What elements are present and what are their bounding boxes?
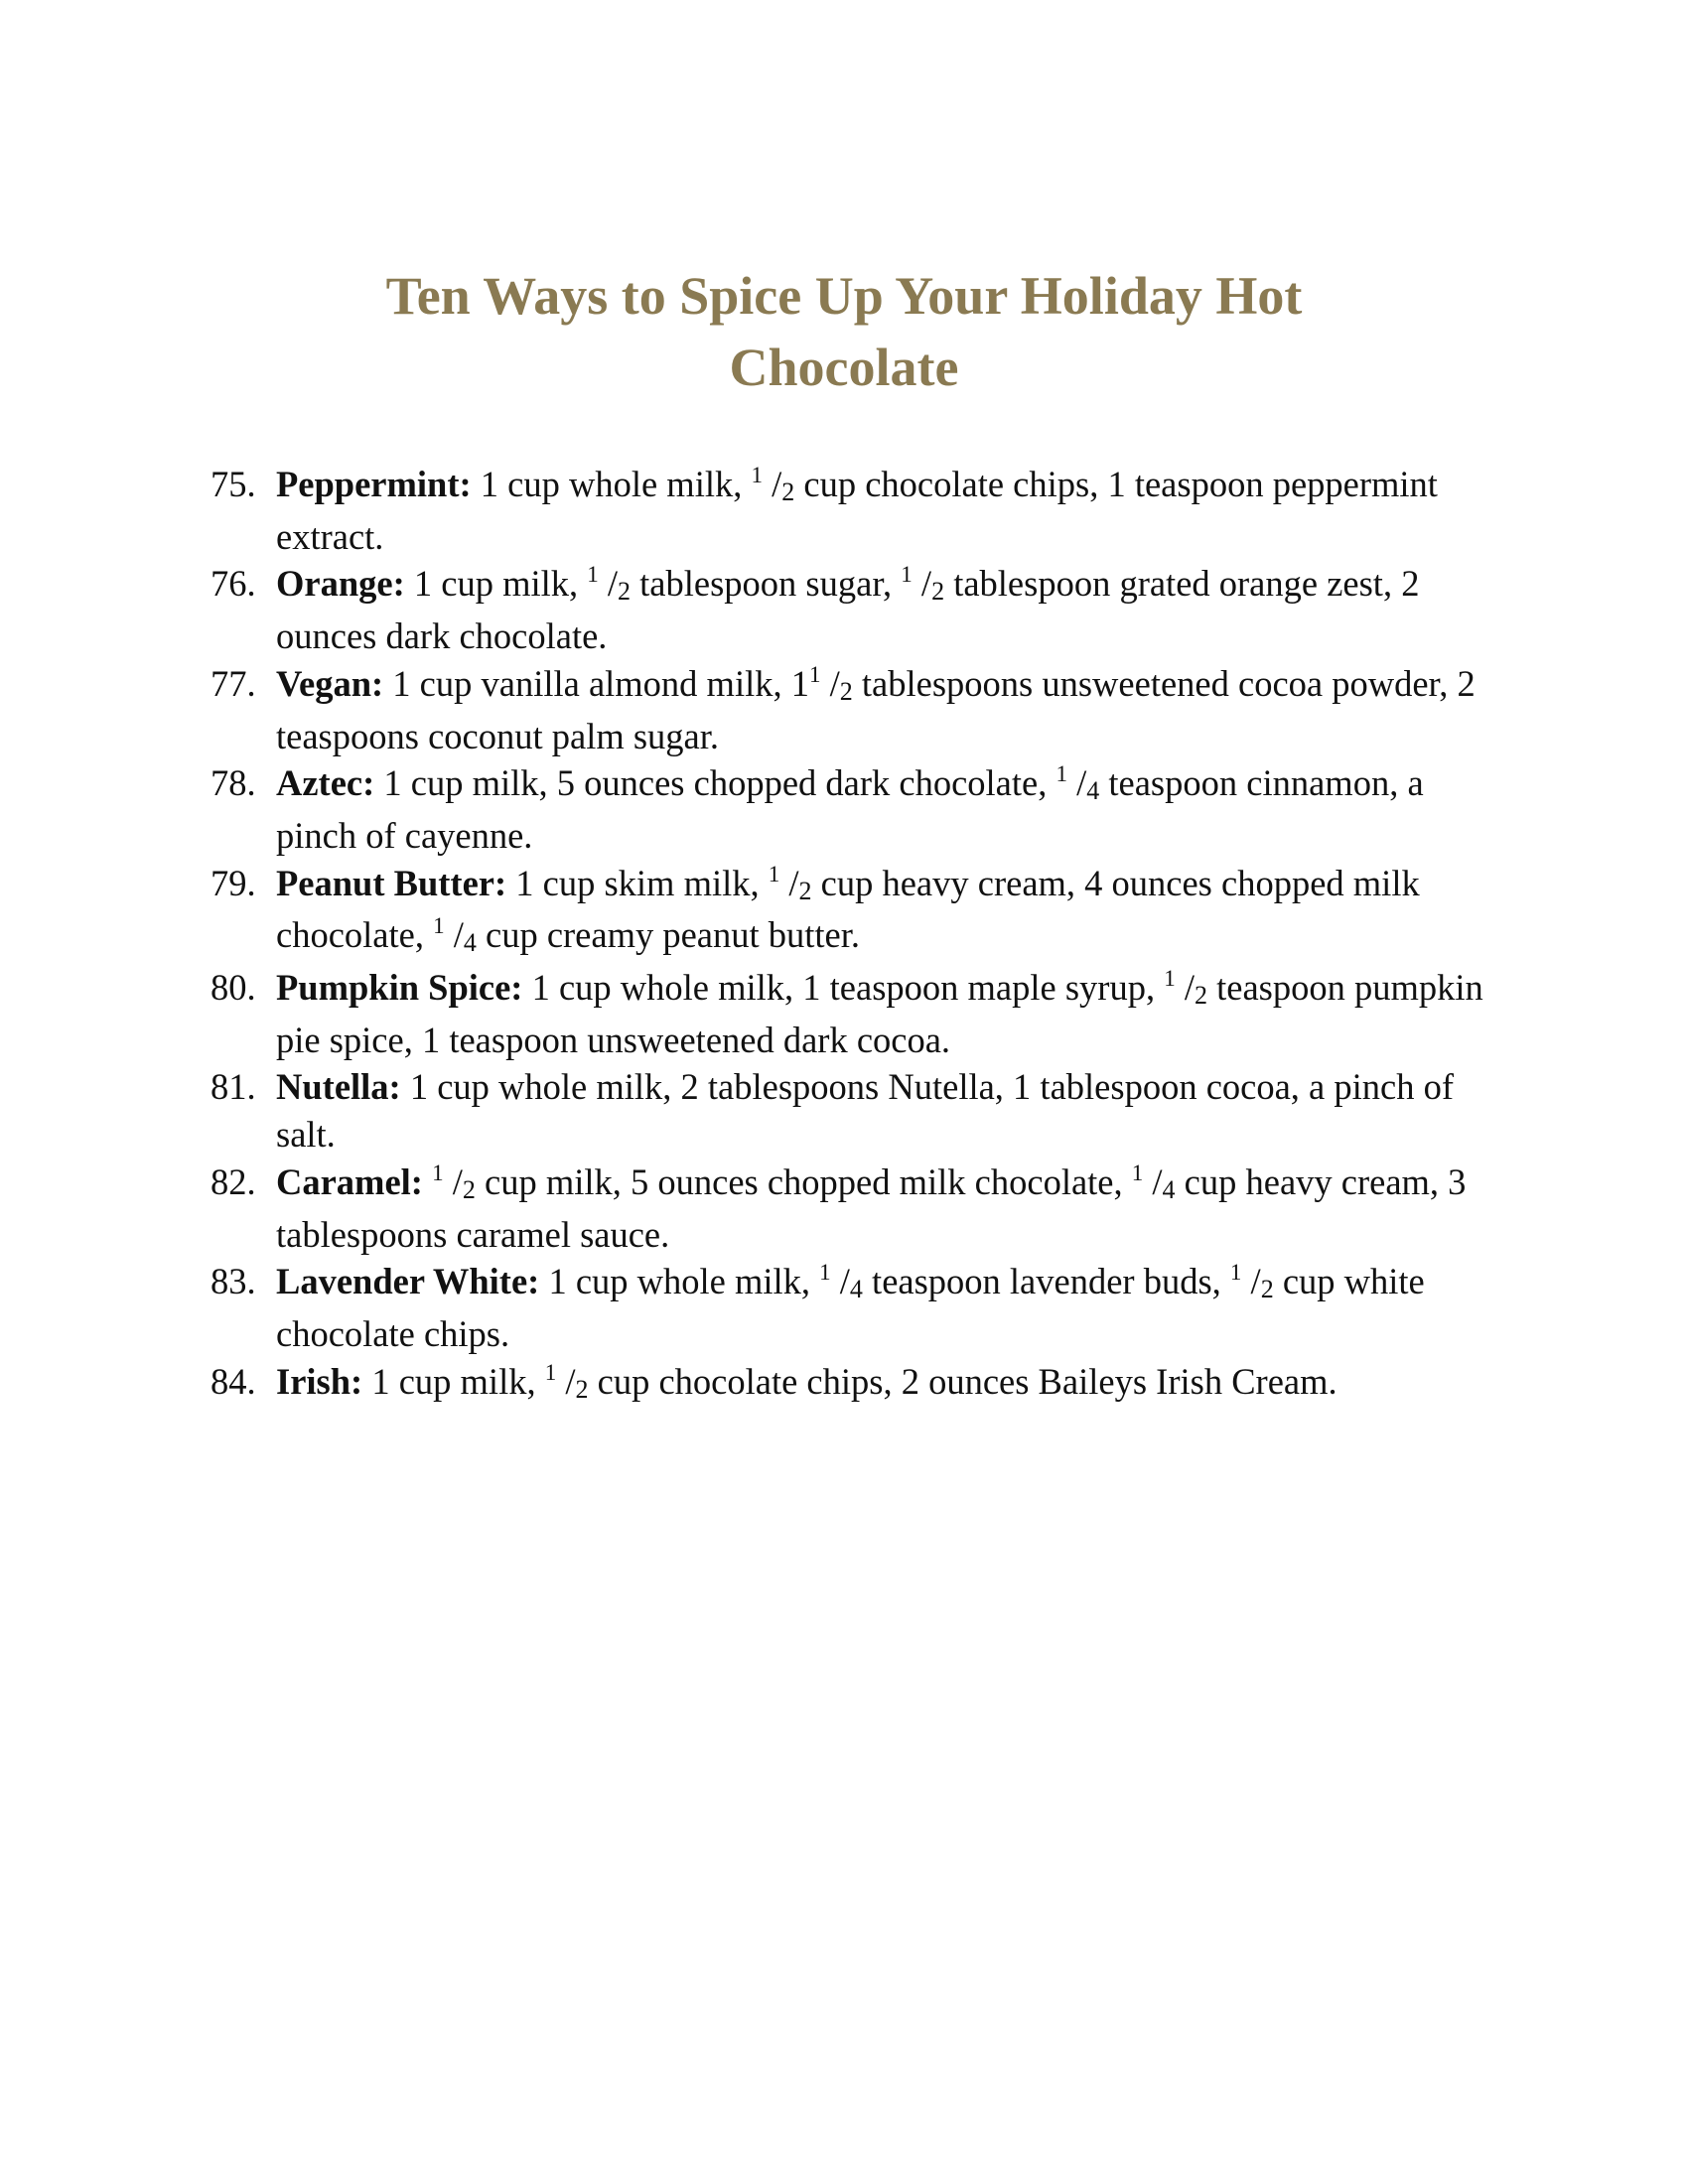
- fraction: $^1$ $/_4$: [819, 1260, 863, 1304]
- list-item-number: 82.: [211, 1160, 256, 1202]
- list-item: [211, 1063, 1501, 1158]
- recipe-ingredients-text: cup heavy cream, 3 tablespoons caramel sauce.: [276, 1160, 1467, 1255]
- fraction-denominator: 2: [781, 478, 795, 506]
- list-item-number: 76.: [211, 563, 256, 605]
- recipe-ingredients-text: 1 cup milk,: [362, 1360, 545, 1402]
- fraction-numerator: 1: [432, 1160, 444, 1185]
- list-item: [211, 461, 1501, 560]
- recipe-ingredients-text: 1 cup milk, 5 ounces chopped dark chocolate,: [374, 762, 1056, 804]
- list-item-number: 83.: [211, 1261, 256, 1302]
- page-title-line-1: Ten Ways to Spice Up Your Holiday Hot: [385, 266, 1303, 326]
- fraction-denominator: 2: [931, 577, 945, 607]
- recipe-name: Orange:: [276, 563, 405, 605]
- fraction: $^1$ $/_2$: [768, 861, 812, 905]
- recipe-ingredients-text: tablespoon sugar,: [631, 563, 902, 605]
- recipe-ingredients-text: cup milk, 5 ounces chopped milk chocolate,: [475, 1160, 1132, 1202]
- fraction-denominator: 4: [1162, 1174, 1176, 1204]
- list-item: [211, 964, 1501, 1063]
- recipe-name: Irish:: [276, 1360, 363, 1402]
- list-item-number: 84.: [211, 1360, 256, 1402]
- fraction-numerator: 1: [1164, 966, 1176, 992]
- recipe-ingredients-text: 1 cup skim milk,: [506, 862, 769, 903]
- recipe-ingredients-text: [423, 1161, 432, 1202]
- fraction-denominator: 4: [849, 1275, 863, 1304]
- list-item: [211, 759, 1501, 859]
- list-item: [211, 1159, 1501, 1258]
- fraction-numerator: 1: [768, 861, 780, 887]
- fraction: $^1$ $/_2$: [751, 463, 795, 506]
- recipe-name: Peppermint:: [276, 464, 472, 504]
- page-title: [0, 260, 1688, 403]
- fraction: $^1$ $/_4$: [1131, 1160, 1176, 1204]
- recipe-ingredients-text: 1 cup vanilla almond milk, 1: [383, 662, 809, 704]
- fraction-numerator: 1: [808, 661, 821, 687]
- recipe-name: Nutella:: [276, 1066, 401, 1108]
- fraction: $^1$ $/_2$: [587, 562, 632, 607]
- recipe-ingredients-text: 1 cup whole milk, 2 tablespoons Nutella, 1 tablespoon cocoa, a pinch of salt.: [276, 1066, 1454, 1156]
- fraction-numerator: 1: [433, 913, 445, 939]
- recipe-ingredients-text: tablespoons unsweetened cocoa powder, 2 teaspoons coconut palm sugar.: [276, 662, 1476, 756]
- page-title-line-2: Chocolate: [729, 338, 959, 397]
- list-item-number: 81.: [211, 1066, 256, 1108]
- fraction: $^1$ $/_2$: [1229, 1260, 1274, 1304]
- recipe-list: [211, 461, 1501, 1410]
- list-item: [211, 860, 1501, 964]
- fraction: $^1$ $/_4$: [1055, 761, 1100, 806]
- list-item-number: 80.: [211, 967, 256, 1009]
- fraction: $^1$ $/_2$: [544, 1359, 589, 1404]
- list-item-number: 75.: [211, 464, 256, 504]
- list-item: [211, 660, 1501, 759]
- recipe-ingredients-text: cup white chocolate chips.: [276, 1261, 1425, 1354]
- fraction-numerator: 1: [1131, 1160, 1144, 1185]
- list-item-number: 78.: [211, 762, 256, 804]
- fraction: $^1$ $/_2$: [1164, 966, 1207, 1011]
- fraction-denominator: 2: [462, 1174, 476, 1204]
- recipe-ingredients-text: cup heavy cream, 4 ounces chopped milk chocolate,: [276, 862, 1420, 956]
- recipe-name: Lavender White:: [276, 1261, 540, 1302]
- fraction-denominator: 2: [839, 676, 853, 706]
- fraction-numerator: 1: [901, 562, 913, 588]
- fraction: $^1$ $/_2$: [901, 562, 945, 607]
- recipe-name: Pumpkin Spice:: [276, 967, 523, 1009]
- fraction-numerator: 1: [544, 1359, 557, 1385]
- fraction-numerator: 1: [587, 562, 599, 588]
- recipe-ingredients-text: tablespoon grated orange zest, 2 ounces dark chocolate.: [276, 563, 1420, 657]
- fraction-denominator: 2: [1195, 981, 1207, 1011]
- recipe-ingredients-text: cup chocolate chips, 1 teaspoon peppermint extract.: [276, 464, 1438, 557]
- recipe-ingredients-text: cup chocolate chips, 2 ounces Baileys Irish Cream.: [588, 1360, 1337, 1402]
- recipe-ingredients-text: teaspoon cinnamon, a pinch of cayenne.: [276, 762, 1424, 856]
- fraction-numerator: 1: [819, 1260, 831, 1286]
- recipe-name: Peanut Butter:: [276, 862, 507, 903]
- fraction-numerator: 1: [1229, 1260, 1242, 1286]
- fraction-numerator: 1: [751, 463, 763, 487]
- list-item: [211, 1258, 1501, 1357]
- fraction-denominator: 2: [1260, 1275, 1274, 1304]
- recipe-name: Caramel:: [276, 1160, 423, 1202]
- fraction-denominator: 4: [463, 928, 477, 958]
- list-item: [211, 560, 1501, 659]
- recipe-ingredients-text: teaspoon pumpkin pie spice, 1 teaspoon unsweetened dark cocoa.: [276, 967, 1483, 1060]
- fraction: $^1$ $/_4$: [433, 913, 477, 958]
- fraction: $^1$ $/_2$: [432, 1160, 476, 1204]
- list-item-number: 77.: [211, 662, 256, 704]
- recipe-ingredients-text: 1 cup whole milk, 1 teaspoon maple syrup,: [522, 967, 1165, 1009]
- fraction-denominator: 2: [798, 876, 812, 905]
- fraction: $^1$ $/_2$: [808, 661, 853, 706]
- recipe-ingredients-text: 1 cup whole milk,: [539, 1261, 820, 1302]
- fraction-denominator: 2: [618, 577, 632, 607]
- recipe-ingredients-text: 1 cup milk,: [404, 563, 588, 605]
- recipe-name: Vegan:: [276, 662, 384, 704]
- list-item: [211, 1358, 1501, 1411]
- recipe-ingredients-text: teaspoon lavender buds,: [862, 1261, 1230, 1302]
- fraction-numerator: 1: [1055, 761, 1067, 787]
- list-item-number: 79.: [211, 862, 256, 903]
- fraction-denominator: 2: [575, 1374, 589, 1404]
- recipe-ingredients-text: 1 cup whole milk,: [471, 464, 752, 504]
- fraction-denominator: 4: [1086, 776, 1100, 806]
- recipe-ingredients-text: cup creamy peanut butter.: [476, 914, 861, 956]
- recipe-name: Aztec:: [276, 762, 375, 804]
